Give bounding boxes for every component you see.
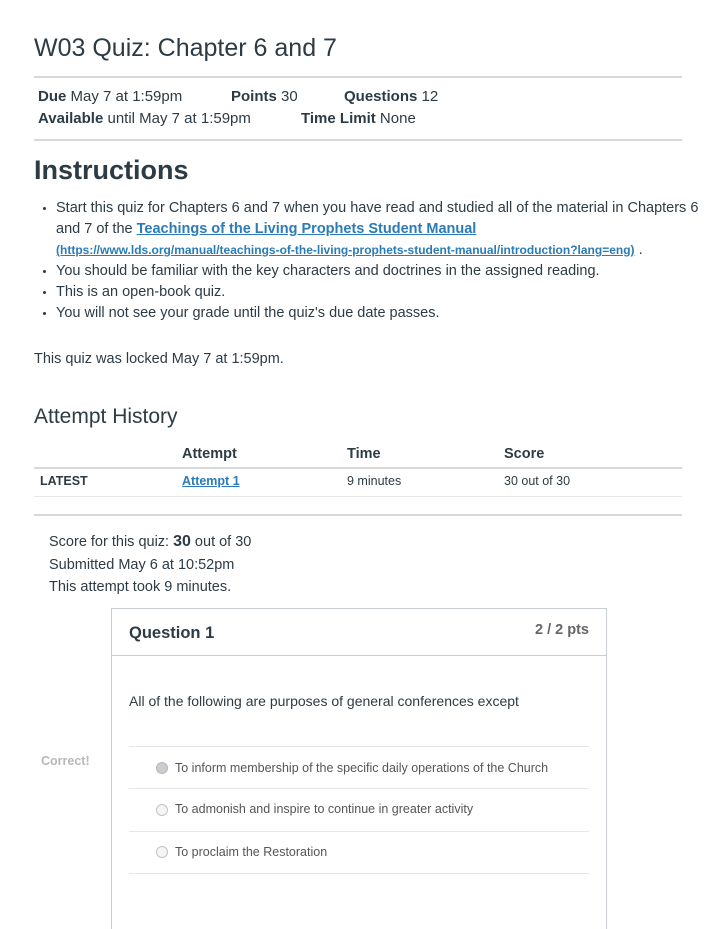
answer-option: To inform membership of the specific daily operations of the Church (175, 761, 549, 775)
points-info (231, 88, 298, 105)
attempt-history-heading: Attempt History (34, 405, 178, 428)
divider (34, 139, 682, 141)
column-header-attempt: Attempt (182, 446, 237, 462)
instruction-text: . (634, 242, 643, 258)
question-card (111, 608, 607, 929)
question-text: All of the following are purposes of general conferences except (129, 693, 519, 709)
question-header (112, 609, 606, 656)
list-item: • You should be familiar with the key characters and doctrines in the assigned reading. (56, 261, 706, 282)
answer-option: To admonish and inspire to continue in greater activity (175, 802, 474, 816)
score-prefix: Score for this quiz: (49, 534, 174, 550)
question-points: 2 / 2 pts (535, 622, 589, 638)
available-label: Available (38, 110, 104, 127)
quiz-score (49, 533, 251, 551)
radio-selected-icon[interactable] (156, 762, 168, 774)
radio-icon[interactable] (156, 804, 168, 816)
submitted-time: Submitted May 6 at 10:52pm (49, 557, 235, 573)
manual-url-link[interactable]: (https://www.lds.org/manual/teachings-of-the-living-prophets-student-manual/introduction?lang=eng) (56, 243, 635, 257)
latest-label: LATEST (40, 474, 88, 488)
column-header-time: Time (347, 446, 381, 462)
radio-icon[interactable] (156, 846, 168, 858)
answer-divider (129, 873, 589, 874)
questions-info (344, 88, 438, 105)
list-item: • This is an open-book quiz. (56, 282, 706, 303)
score-suffix: out of 30 (190, 534, 252, 550)
points-value: 30 (281, 88, 298, 105)
answer-divider (129, 788, 589, 789)
attempt-duration: This attempt took 9 minutes. (49, 579, 232, 595)
available-value: until May 7 at 1:59pm (107, 110, 251, 127)
due-label: Due (38, 88, 67, 105)
attempt-time: 9 minutes (347, 474, 402, 488)
instructions-list (34, 198, 706, 324)
manual-link[interactable]: Teachings of the Living Prophets Student Manual (136, 221, 477, 237)
answer-option: To proclaim the Restoration (175, 845, 328, 859)
questions-label: Questions (344, 88, 418, 105)
instruction-text: Start this quiz for Chapters 6 and 7 when you have read and studied all of the material in Chapters 6 and 7 of the (56, 200, 699, 237)
column-header-score: Score (504, 446, 545, 462)
answer-divider (129, 831, 589, 832)
list-item: • You will not see your grade until the quiz's due date passes. (56, 303, 706, 324)
available-info (38, 110, 251, 127)
instructions-heading: Instructions (34, 155, 189, 185)
question-title: Question 1 (129, 624, 215, 642)
table-header-rule (34, 467, 682, 469)
page-title: W03 Quiz: Chapter 6 and 7 (34, 34, 337, 62)
time-limit-label: Time Limit (301, 110, 376, 127)
time-limit-value: None (379, 110, 416, 127)
questions-value: 12 (421, 88, 439, 105)
locked-notice: This quiz was locked May 7 at 1:59pm. (34, 351, 284, 367)
due-info (38, 88, 182, 105)
attempt-1-link[interactable]: Attempt 1 (182, 474, 240, 488)
attempt-score: 30 out of 30 (504, 474, 571, 488)
divider (34, 514, 682, 516)
correct-label: Correct! (41, 754, 90, 768)
table-row-rule (34, 496, 682, 497)
due-value: May 7 at 1:59pm (70, 88, 183, 105)
time-limit-info (301, 110, 416, 127)
answer-divider (129, 746, 589, 747)
list-item (56, 198, 706, 261)
points-label: Points (231, 88, 277, 105)
score-value: 30 (173, 533, 191, 550)
divider (34, 76, 682, 78)
